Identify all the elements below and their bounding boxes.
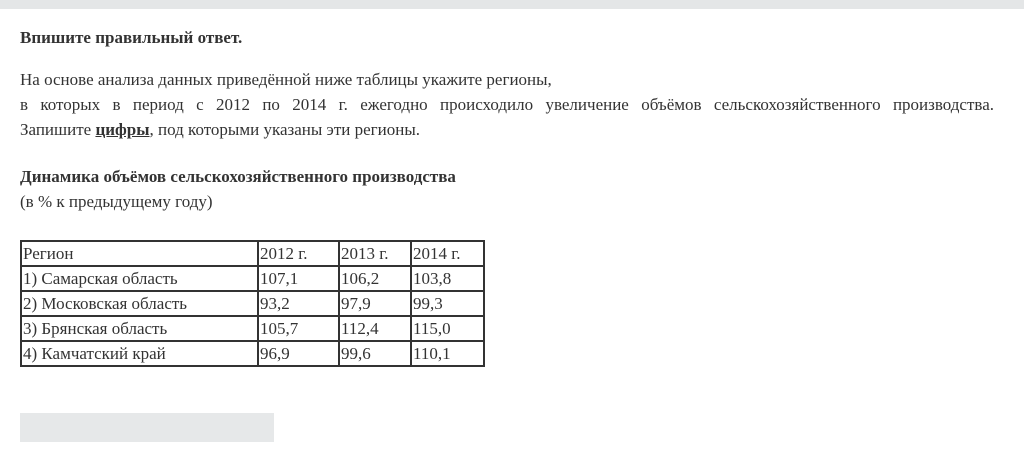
data-table	[20, 240, 485, 367]
top-bar	[0, 0, 1024, 9]
table-row	[21, 291, 484, 316]
table-title: Динамика объёмов сельскохозяйственного производства	[20, 167, 456, 186]
table-row	[21, 316, 484, 341]
table-cell: 99,3	[411, 291, 484, 316]
table-cell: 115,0	[411, 316, 484, 341]
table-cell: 97,9	[339, 291, 411, 316]
table-cell: 106,2	[339, 266, 411, 291]
task-line-3-before: Запишите	[20, 120, 96, 139]
table-cell: 103,8	[411, 266, 484, 291]
header-cell-2012: 2012 г.	[258, 241, 339, 266]
table-cell: 107,1	[258, 266, 339, 291]
table-cell: 2) Московская область	[21, 291, 258, 316]
table-header-row	[21, 241, 484, 266]
table-cell: 1) Самарская область	[21, 266, 258, 291]
table-cell: 110,1	[411, 341, 484, 366]
table-cell: 112,4	[339, 316, 411, 341]
table-cell: 99,6	[339, 341, 411, 366]
table-row	[21, 341, 484, 366]
table-subtitle: (в % к предыдущему году)	[20, 192, 213, 211]
answer-input[interactable]	[20, 413, 274, 442]
task-line-3-after: , под которыми указаны эти регионы.	[149, 120, 420, 139]
task-line-3	[20, 117, 994, 142]
header-cell-2014: 2014 г.	[411, 241, 484, 266]
task-emphasis: цифры	[95, 120, 150, 139]
task-line-2: в которых в период с 2012 по 2014 г. ежегодно происходило увеличение объёмов сельскохозяйственного производства.	[20, 95, 994, 114]
table-cell: 4) Камчатский край	[21, 341, 258, 366]
table-cell: 3) Брянская область	[21, 316, 258, 341]
header-cell-region: Регион	[21, 241, 258, 266]
table-cell: 96,9	[258, 341, 339, 366]
task-text	[20, 67, 994, 142]
instruction-heading: Впишите правильный ответ.	[20, 28, 243, 47]
header-cell-2013: 2013 г.	[339, 241, 411, 266]
table-cell: 105,7	[258, 316, 339, 341]
task-line-1: На основе анализа данных приведённой ниже таблицы укажите регионы,	[20, 70, 552, 89]
table-row	[21, 266, 484, 291]
table-cell: 93,2	[258, 291, 339, 316]
